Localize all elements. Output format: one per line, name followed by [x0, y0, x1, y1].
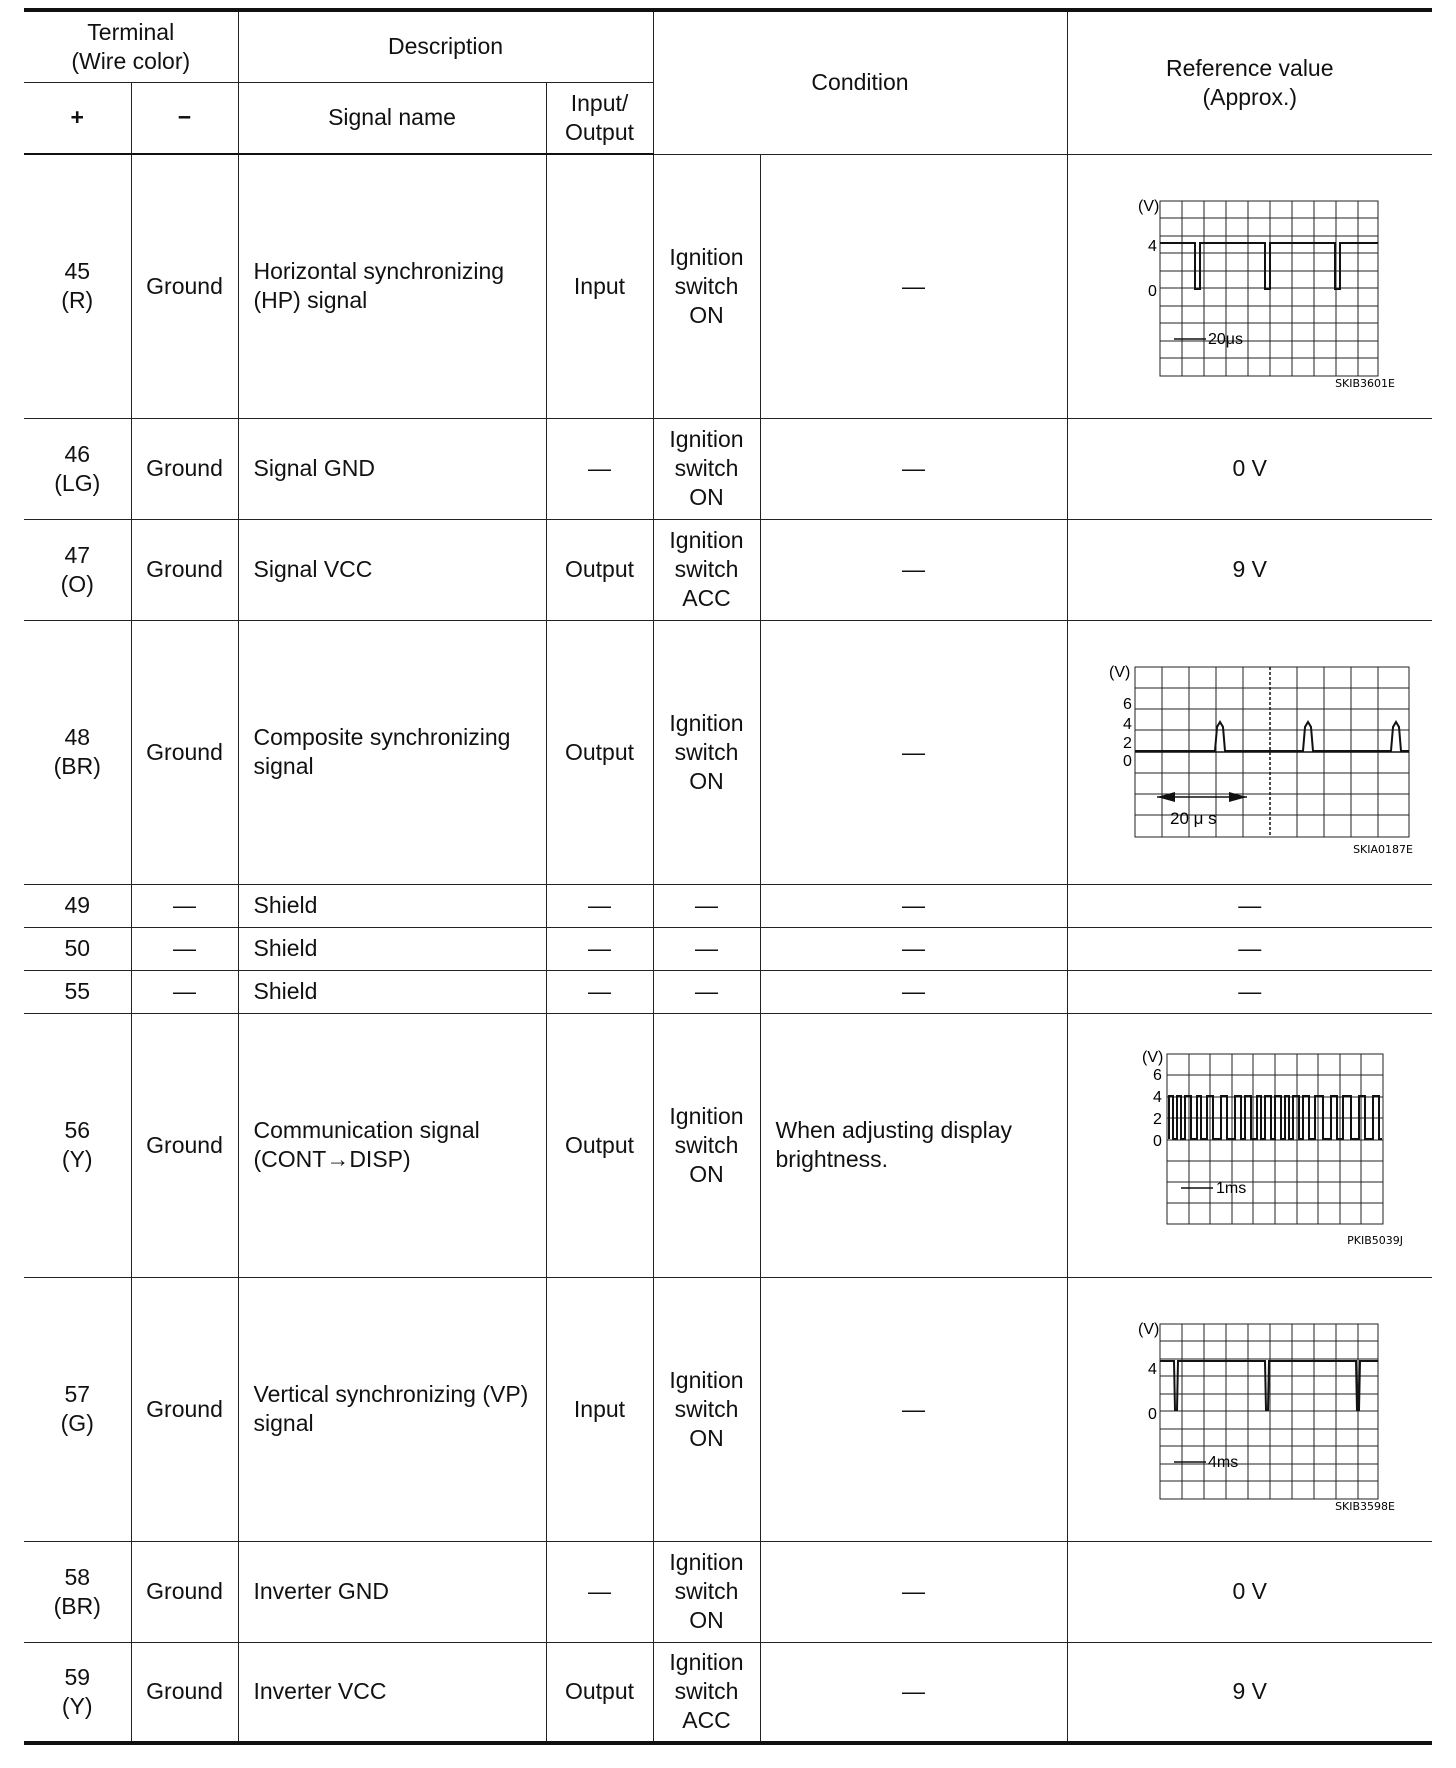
svg-text:(V): (V) — [1141, 1049, 1164, 1066]
terminal-plus: 47 (O) — [24, 519, 131, 620]
condition: Ignition switch ON — [653, 418, 760, 519]
svg-text:0: 0 — [1147, 283, 1157, 300]
svg-text:1ms: 1ms — [1215, 1180, 1246, 1197]
signal-name: Signal VCC — [238, 519, 546, 620]
terminal-table — [24, 8, 1432, 1745]
reference-value: 0 V — [1067, 418, 1432, 519]
input-output: — — [546, 884, 653, 927]
svg-text:SKIB3598E: SKIB3598E — [1334, 1500, 1395, 1513]
reference-value: — — [1067, 884, 1432, 927]
svg-text:PKIB5039J: PKIB5039J — [1346, 1234, 1403, 1247]
header-signal-name: Signal name — [238, 82, 546, 154]
signal-name: Shield — [238, 970, 546, 1013]
signal-name: Inverter GND — [238, 1541, 546, 1642]
svg-text:(V): (V) — [1137, 1321, 1160, 1338]
input-output: Input — [546, 1277, 653, 1541]
svg-text:0: 0 — [1152, 1133, 1162, 1150]
condition-detail: — — [760, 1541, 1067, 1642]
input-output: — — [546, 970, 653, 1013]
svg-text:2: 2 — [1152, 1111, 1162, 1128]
input-output: Output — [546, 519, 653, 620]
input-output: Output — [546, 1642, 653, 1743]
condition: Ignition switch ACC — [653, 1642, 760, 1743]
svg-text:2: 2 — [1122, 735, 1132, 752]
table-row — [24, 154, 1432, 418]
terminal-minus: — — [131, 927, 238, 970]
condition-detail: — — [760, 1277, 1067, 1541]
svg-text:4: 4 — [1147, 238, 1157, 255]
svg-text:SKIA0187E: SKIA0187E — [1352, 843, 1413, 856]
svg-text:4: 4 — [1147, 1361, 1157, 1378]
terminal-minus: Ground — [131, 1642, 238, 1743]
svg-text:(V): (V) — [1108, 664, 1131, 681]
svg-text:4ms: 4ms — [1207, 1454, 1238, 1471]
signal-name: Vertical synchronizing (VP) signal — [238, 1277, 546, 1541]
signal-name: Horizontal synchronizing (HP) signal — [238, 154, 546, 418]
table-row — [24, 884, 1432, 927]
svg-text:20 μ s: 20 μ s — [1169, 809, 1217, 828]
condition-detail: — — [760, 154, 1067, 418]
terminal-minus: Ground — [131, 1541, 238, 1642]
svg-text:6: 6 — [1152, 1067, 1162, 1084]
signal-name: Shield — [238, 884, 546, 927]
condition: Ignition switch ON — [653, 154, 760, 418]
reference-value: 0 V — [1067, 1541, 1432, 1642]
condition-detail: — — [760, 970, 1067, 1013]
terminal-plus: 50 — [24, 927, 131, 970]
svg-text:4: 4 — [1152, 1089, 1162, 1106]
input-output: Input — [546, 154, 653, 418]
svg-text:6: 6 — [1122, 696, 1132, 713]
header-condition: Condition — [653, 10, 1067, 154]
reference-value: — — [1067, 927, 1432, 970]
terminal-plus: 56 (Y) — [24, 1013, 131, 1277]
condition: — — [653, 970, 760, 1013]
condition-detail: — — [760, 927, 1067, 970]
table-row — [24, 418, 1432, 519]
signal-name: Communication signal (CONT→DISP) — [238, 1013, 546, 1277]
reference-value — [1067, 154, 1432, 418]
reference-value: 9 V — [1067, 519, 1432, 620]
header-description: Description — [238, 10, 653, 82]
reference-value — [1067, 1013, 1432, 1277]
table-row — [24, 1013, 1432, 1277]
header-plus: + — [24, 82, 131, 154]
terminal-minus: Ground — [131, 1013, 238, 1277]
terminal-minus: Ground — [131, 418, 238, 519]
terminal-minus: Ground — [131, 519, 238, 620]
condition: Ignition switch ON — [653, 620, 760, 884]
svg-text:(V): (V) — [1137, 198, 1160, 215]
signal-name: Composite synchronizing signal — [238, 620, 546, 884]
waveform-hp-signal — [1090, 181, 1410, 391]
reference-value — [1067, 1277, 1432, 1541]
waveform-vp-signal — [1090, 1304, 1410, 1514]
svg-text:20μs: 20μs — [1207, 331, 1243, 348]
condition: Ignition switch ACC — [653, 519, 760, 620]
reference-value: — — [1067, 970, 1432, 1013]
condition: Ignition switch ON — [653, 1541, 760, 1642]
condition: Ignition switch ON — [653, 1277, 760, 1541]
table-row — [24, 620, 1432, 884]
header-minus: − — [131, 82, 238, 154]
condition-detail: — — [760, 884, 1067, 927]
input-output: — — [546, 418, 653, 519]
signal-name: Shield — [238, 927, 546, 970]
condition-detail: — — [760, 1642, 1067, 1743]
terminal-minus: Ground — [131, 154, 238, 418]
signal-name: Inverter VCC — [238, 1642, 546, 1743]
terminal-plus: 57 (G) — [24, 1277, 131, 1541]
input-output: Output — [546, 620, 653, 884]
svg-text:SKIB3601E: SKIB3601E — [1334, 377, 1395, 390]
condition-detail: — — [760, 519, 1067, 620]
waveform-composite-sync — [1075, 647, 1425, 857]
table-row — [24, 1642, 1432, 1743]
table-row — [24, 1277, 1432, 1541]
svg-text:4: 4 — [1122, 716, 1132, 733]
reference-value — [1067, 620, 1432, 884]
condition: Ignition switch ON — [653, 1013, 760, 1277]
input-output: Output — [546, 1013, 653, 1277]
signal-name: Signal GND — [238, 418, 546, 519]
condition-detail: — — [760, 418, 1067, 519]
reference-value: 9 V — [1067, 1642, 1432, 1743]
table-row — [24, 519, 1432, 620]
terminal-plus: 48 (BR) — [24, 620, 131, 884]
terminal-minus: — — [131, 970, 238, 1013]
terminal-minus: Ground — [131, 620, 238, 884]
condition-detail: When adjusting display brightness. — [760, 1013, 1067, 1277]
waveform-communication-signal — [1085, 1040, 1415, 1250]
terminal-plus: 49 — [24, 884, 131, 927]
terminal-plus: 46 (LG) — [24, 418, 131, 519]
header-reference-value: Reference value (Approx.) — [1067, 10, 1432, 154]
condition-detail: — — [760, 620, 1067, 884]
terminal-plus: 55 — [24, 970, 131, 1013]
condition: — — [653, 927, 760, 970]
svg-text:0: 0 — [1122, 753, 1132, 770]
table-row — [24, 927, 1432, 970]
condition: — — [653, 884, 760, 927]
terminal-plus: 58 (BR) — [24, 1541, 131, 1642]
header-input-output: Input/ Output — [546, 82, 653, 154]
terminal-plus: 59 (Y) — [24, 1642, 131, 1743]
input-output: — — [546, 927, 653, 970]
terminal-plus: 45 (R) — [24, 154, 131, 418]
table-row — [24, 970, 1432, 1013]
terminal-minus: Ground — [131, 1277, 238, 1541]
input-output: — — [546, 1541, 653, 1642]
table-row — [24, 1541, 1432, 1642]
header-terminal: Terminal (Wire color) — [24, 10, 238, 82]
terminal-minus: — — [131, 884, 238, 927]
svg-text:0: 0 — [1147, 1406, 1157, 1423]
